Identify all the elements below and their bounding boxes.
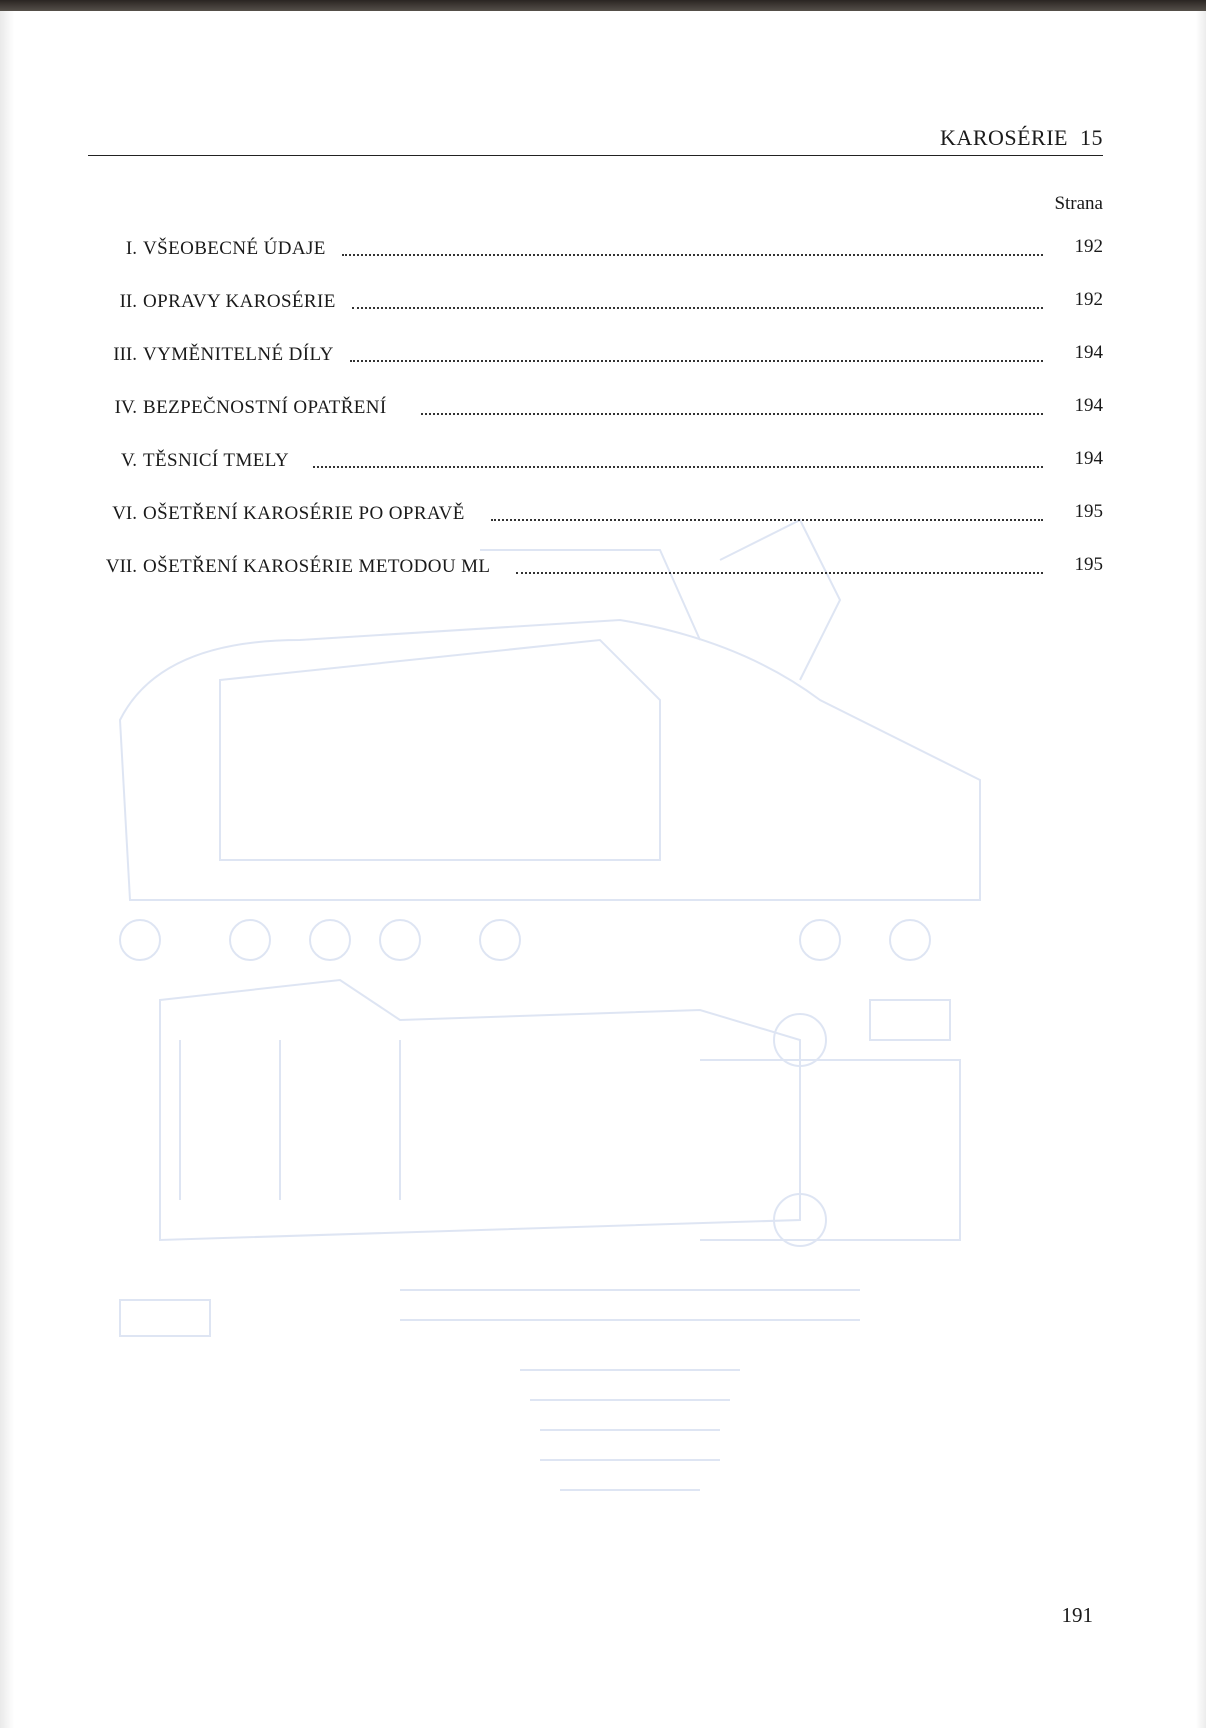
toc-entry-number: III. [113, 344, 137, 365]
toc-entry-page: 192 [1074, 289, 1103, 310]
toc-entry-number: VII. [105, 556, 137, 577]
dot-leader [421, 413, 1043, 415]
toc-entry-page: 194 [1074, 342, 1103, 363]
toc-entry-number: IV. [114, 397, 137, 418]
toc-entry-title: OPRAVY KAROSÉRIE [143, 291, 336, 312]
toc-entry-title: OŠETŘENÍ KAROSÉRIE METODOU ML [143, 556, 491, 577]
toc-entry-number: V. [120, 450, 137, 471]
toc-entry-4 [0, 389, 1103, 419]
toc-entry-page: 195 [1074, 501, 1103, 522]
running-head-text [940, 125, 1103, 151]
toc-entry-title: BEZPEČNOSTNÍ OPATŘENÍ [143, 397, 387, 418]
running-head-title: KAROSÉRIE [940, 125, 1068, 150]
toc-entry-number: VI. [112, 503, 137, 524]
scan-right-shadow [1196, 11, 1206, 1728]
toc-entry-3 [0, 336, 1103, 366]
toc-entry-title: OŠETŘENÍ KAROSÉRIE PO OPRAVĚ [143, 503, 465, 524]
running-head-chapter: 15 [1080, 125, 1103, 150]
toc-entry-6 [0, 495, 1103, 525]
toc-entry-page: 194 [1074, 448, 1103, 469]
toc-entry-number: II. [119, 291, 137, 312]
toc-entry-title: VYMĚNITELNÉ DÍLY [143, 344, 334, 365]
toc-entry-7 [0, 548, 1103, 578]
dot-leader [491, 519, 1043, 521]
dot-leader [350, 360, 1043, 362]
page-column-label: Strana [1054, 193, 1103, 214]
toc-entry-number: I. [125, 238, 137, 259]
running-head [88, 125, 1103, 156]
toc-entry-page: 195 [1074, 554, 1103, 575]
toc-entry-title: VŠEOBECNÉ ÚDAJE [143, 238, 326, 259]
dot-leader [352, 307, 1043, 309]
dot-leader [516, 572, 1043, 574]
toc-entry-1 [0, 230, 1103, 260]
scan-top-edge [0, 0, 1206, 11]
dot-leader [313, 466, 1043, 468]
toc-entry-5 [0, 442, 1103, 472]
scan-left-shadow [0, 11, 14, 1728]
dot-leader [342, 254, 1043, 256]
toc-entry-title: TĚSNICÍ TMELY [143, 450, 289, 471]
show-through-drawing [100, 80, 1100, 1640]
toc-entry-page: 192 [1074, 236, 1103, 257]
page-number: 191 [1061, 1603, 1093, 1627]
toc-entry-page: 194 [1074, 395, 1103, 416]
toc-entry-2 [0, 283, 1103, 313]
